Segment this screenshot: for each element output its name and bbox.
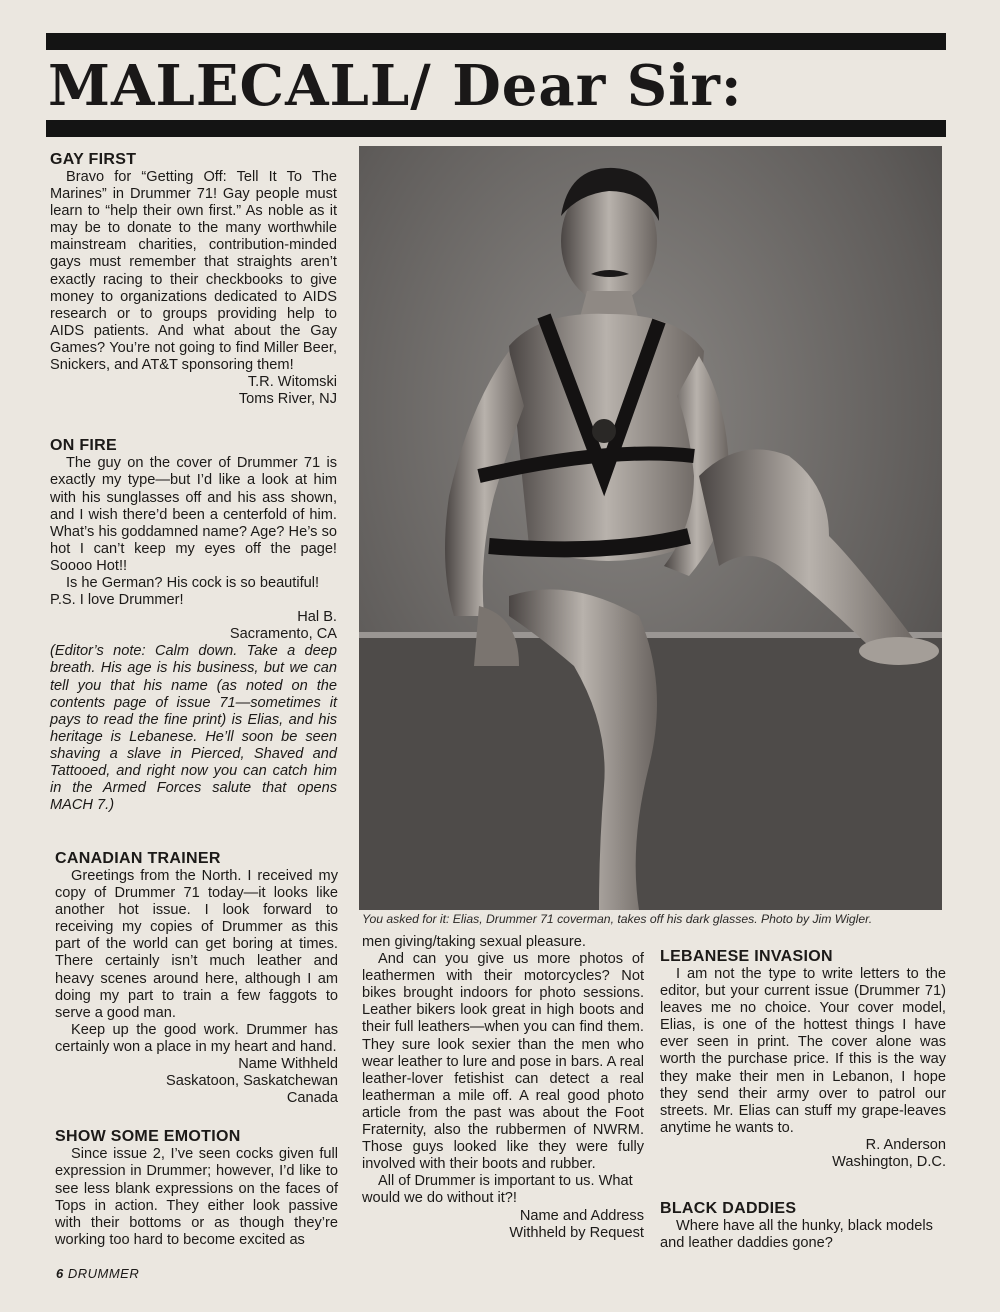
page-title: MALECALL/ Dear Sir:: [48, 53, 743, 119]
letter-body-show-some-emotion-2: And can you give us more photos of leathermen with their motorcycles? Not bikes brought indoors for photo sessions. Leather bikers look great in high boots and their full leathers—when you can find them. They sure look sexier than the men who wear leather to lure and pose in bars. A real leather-lover fetishist can detect a real leatherman a mile off. A real good photo article from the past was about the Foot Fraternity, also the rubbermen of NWRM. Those guys looked like they were fully involved with their boots and rubber.: [362, 951, 644, 1173]
left-column: [50, 150, 337, 814]
left-column-lower: [55, 849, 338, 1249]
letter-body-on-fire-2: Is he German? His cock is so beautiful! P.S. I love Drummer!: [50, 574, 320, 609]
letter-signature-lebanese-invasion: R. Anderson Washington, D.C.: [832, 1136, 946, 1171]
photo-caption: You asked for it: Elias, Drummer 71 coverman, takes off his dark glasses. Photo by Jim Wigler.: [362, 912, 873, 926]
letter-body-show-some-emotion-cont: men giving/taking sexual pleasure.: [362, 934, 586, 950]
page-number: 6: [56, 1266, 64, 1281]
letter-body-lebanese-invasion: I am not the type to write letters to the editor, but your current issue (Drummer 71) leaves me no choice. Your cover model, Elias, is one of the hottest things I have ever seen in print. The cover alone was worth the purchase price. If this is the way they make their men in Lebanon, I hope they send their army over to patrol our streets. Mr. Elias can stuff my grape-leaves anytime he wants to.: [660, 966, 946, 1136]
letter-heading-show-some-emotion: SHOW SOME EMOTION: [55, 1128, 241, 1146]
letter-heading-lebanese-invasion: LEBANESE INVASION: [660, 948, 833, 965]
letter-signature-on-fire: Hal B. Sacramento, CA: [229, 609, 337, 643]
letter-body-canadian-trainer: Greetings from the North. I received my copy of Drummer 71 today—it looks like another hot issue. I look forward to receiving my copies of Drummer as this part of the world can get boring at times. There certainly isn’t much leather and heavy scenes around here, although I am doing my part to train a few faggots to serve a good man.: [55, 868, 338, 1021]
letter-heading-on-fire: ON FIRE: [50, 437, 117, 455]
letter-heading-canadian-trainer: CANADIAN TRAINER: [55, 850, 221, 867]
letter-body-canadian-trainer-2: Keep up the good work. Drummer has certainly won a place in my heart and hand.: [55, 1021, 338, 1055]
letter-body-on-fire: The guy on the cover of Drummer 71 is exactly my type—but I’d like a look at him with his sunglasses off and his ass shown, and I wish there’d been a centerfold of him. What’s his goddamned name? Age? He’s so hot I can’t keep my eyes off the page! Soooo Hot!!: [50, 455, 337, 574]
letter-heading-black-daddies: BLACK DADDIES: [660, 1200, 797, 1218]
cover-model-photo: [359, 146, 942, 910]
letter-body-gay-first: Bravo for “Getting Off: Tell It To The Marines” in Drummer 71! Gay people must learn to “help their own first.” As noble as it may be to donate to the many worthwhile mainstream charities, contribution-minded gays must remember that straights aren’t exactly racing to their checkbooks to give money to organizations dedicated to AIDS research or to groups providing help to AIDS patients. And what about the Gay Games? You’re not going to find Miller Beer, Snickers, and AT&T sponsoring them!: [50, 169, 337, 374]
letter-body-black-daddies: Where have all the hunky, black models and leather daddies gone?: [660, 1218, 933, 1252]
photo-illustration: [359, 146, 942, 910]
editors-note: (Editor’s note: Calm down. Take a deep breath. His age is his business, but we can tell you that his name (as noted on the contents page of issue 71—sometimes it pays to read the fine print) is Elias, and his heritage is Lebanese. He’ll soon be seen shaving a slave in Pierced, Shaved and Tattooed, and right now you can catch him in the Armed Forces salute that opens MACH 7.): [50, 643, 337, 814]
letter-body-show-some-emotion: Since issue 2, I’ve seen cocks given full expression in Drummer; however, I’d like to see less blank expressions on the faces of Tops in action. They either look passive with their bottoms or as though they’re working too hard to become excited as: [55, 1146, 338, 1248]
letter-signature-show-some-emotion: Name and Address Withheld by Request: [509, 1207, 644, 1241]
right-column: [660, 947, 946, 1252]
letter-signature-canadian-trainer: Name Withheld Saskatoon, Saskatchewan Canada: [166, 1056, 338, 1107]
page-footer: [56, 1266, 139, 1281]
publication-name: DRUMMER: [67, 1266, 140, 1281]
middle-column: [362, 934, 644, 1242]
letter-signature-gay-first: T.R. Witomski Toms River, NJ: [238, 374, 337, 408]
letter-heading-gay-first: GAY FIRST: [50, 151, 137, 168]
letter-body-show-some-emotion-3: All of Drummer is important to us. What would we do without it?!: [362, 1173, 633, 1207]
masthead-top-rule: [46, 33, 946, 50]
masthead-bottom-rule: [46, 120, 946, 137]
